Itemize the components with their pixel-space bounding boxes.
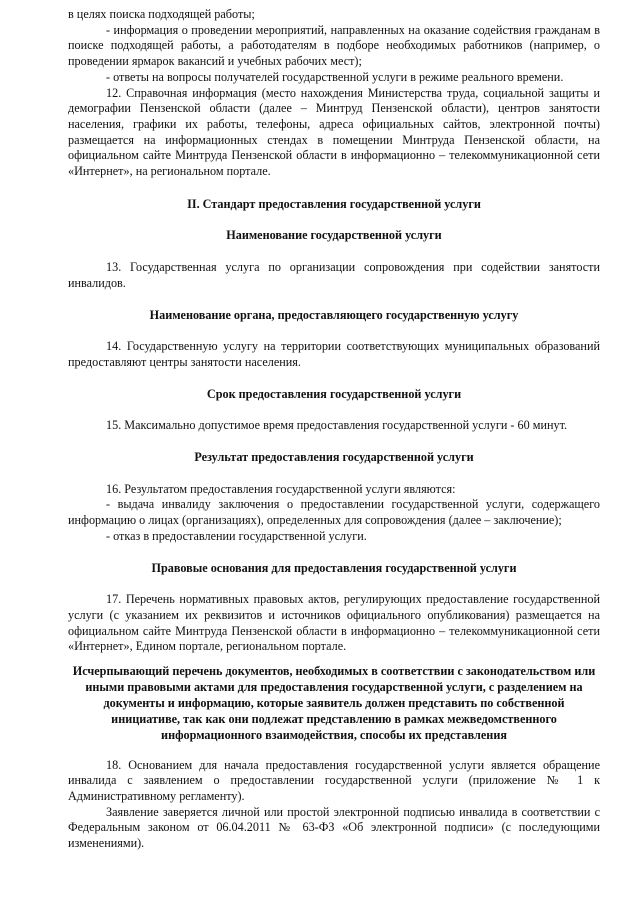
paragraph-17: 17. Перечень нормативных правовых актов, регулирующих предоставление государственной услуги (с указанием их реквизитов и источников официального опубликования) размещается на официальном сайте Минтруда Пензенской области в информационно – телекоммуникационной сети «Интернет», Едином портале, региональном портале.: [68, 592, 600, 654]
heading-documents-list: Исчерпывающий перечень документов, необходимых в соответствии с законодательством или иными правовыми актами для предоставления государственной услуги, с разделением на документы и информацию, которые заявитель должен представить по собственной инициативе, так как они подлежат представлению в рамках межведомственного информационного взаимодействия, способы их представления: [72, 664, 596, 742]
paragraph-15: 15. Максимально допустимое время предоставления государственной услуги - 60 минут.: [106, 418, 568, 433]
paragraph-12: 12. Справочная информация (место нахождения Министерства труда, социальной защиты и демографии Пензенской области (далее – Минтруд Пензенской области), центров занятости населения, графики их работы, телефоны, адреса официальных сайтов, электронной почты) размещается на информационных стендах в помещении Минтруда Пензенской области, на официальном сайте Минтруда Пензенской области в информационно – телекоммуникационной сети «Интернет», на региональном портале.: [68, 85, 600, 179]
paragraph-14: 14. Государственную услугу на территории соответствующих муниципальных образований предоставляют центры занятости населения.: [68, 339, 600, 369]
heading-authority: Наименование органа, предоставляющего государственную услугу: [149, 307, 519, 322]
paragraph-13: 13. Государственная услуга по организации сопровождения при содействии занятости инвалидов.: [68, 260, 600, 290]
paragraph-16: 16. Результатом предоставления государственной услуги являются:: [106, 481, 456, 496]
paragraph-16-item-1: - выдача инвалиду заключения о предоставлении государственной услуги, содержащего информацию о лицах (организациях), определенных для сопровождения (далее – заключение);: [68, 497, 600, 528]
paragraph-answers: - ответы на вопросы получателей государственной услуги в режиме реального времени.: [106, 69, 564, 84]
paragraph-signature: Заявление заверяется личной или простой электронной подписью инвалида в соответствии с Федеральным законом от 06.04.2011 № 63-ФЗ «Об электронной подписи» (с последующими изменениями).: [68, 804, 600, 851]
paragraph-18: 18. Основанием для начала предоставления государственной услуги является обращение инвалида с заявлением о предоставлении государственной услуги (приложение № 1 к Административному регламенту).: [68, 757, 600, 804]
paragraph-events-info: - информация о проведении мероприятий, направленных на оказание содействия гражданам в поиске подходящей работы, а работодателям в подборе необходимых работников (например, о проведении ярмарок вакансий и учебных рабочих мест);: [68, 22, 600, 69]
section-heading-standard: II. Стандарт предоставления государственной услуги: [187, 196, 481, 211]
paragraph-16-item-2: - отказ в предоставлении государственной услуги.: [106, 528, 367, 543]
heading-legal-basis: Правовые основания для предоставления государственной услуги: [151, 560, 517, 575]
paragraph-continuation: в целях поиска подходящей работы;: [68, 7, 255, 21]
heading-result: Результат предоставления государственной услуги: [194, 450, 474, 465]
heading-term: Срок предоставления государственной услуги: [206, 386, 462, 401]
heading-service-name: Наименование государственной услуги: [226, 228, 442, 243]
